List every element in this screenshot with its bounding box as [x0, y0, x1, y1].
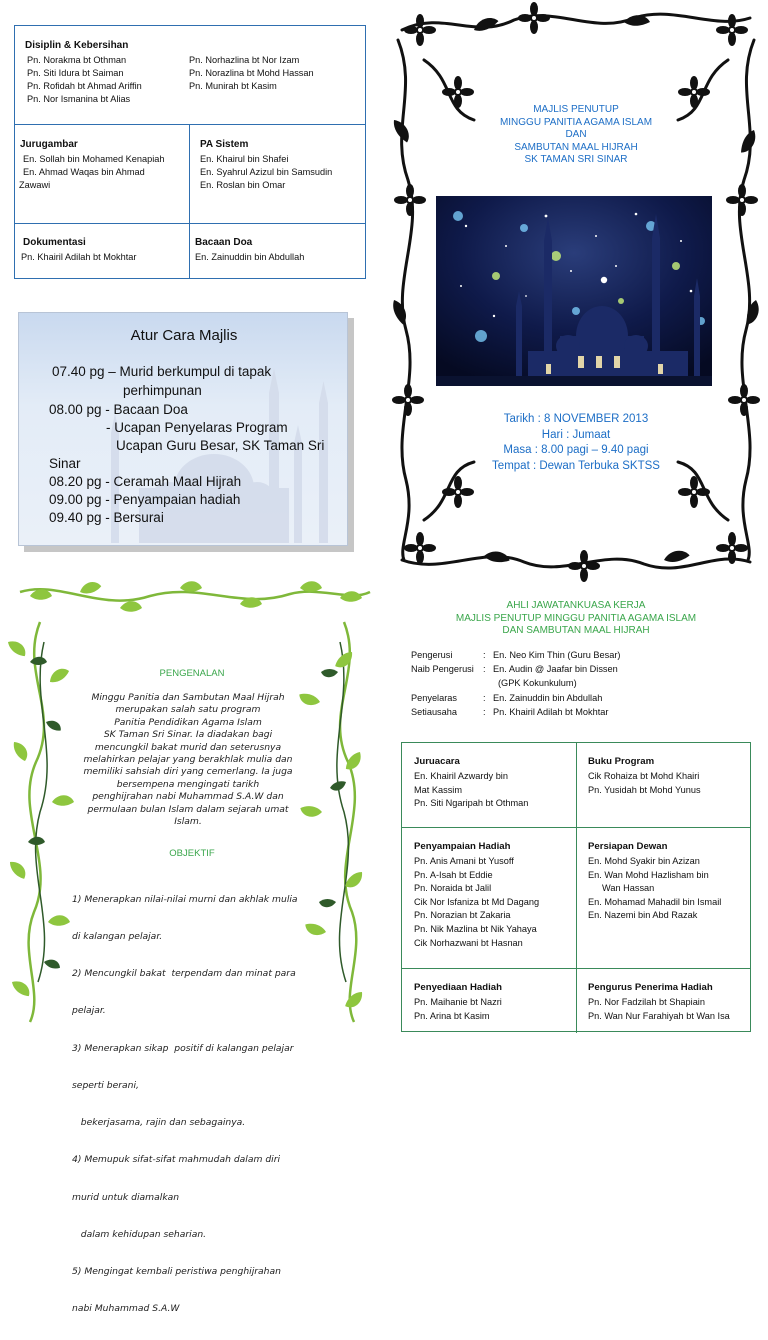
atur-cara-panel: [18, 312, 348, 546]
pa-sistem-title: PA Sistem: [200, 139, 249, 150]
role-name: Pn. Khairil Adilah bt Mokhtar: [493, 706, 609, 717]
bacaan-doa-title: Bacaan Doa: [195, 237, 253, 248]
objektif-line: 3) Menerapkan sikap positif di kalangan pelajar: [72, 1042, 294, 1054]
name-line: En. Wan Mohd Hazlisham bin: [588, 869, 709, 880]
text-line: SK Taman Sri Sinar. Ia diadakan bagi: [103, 729, 273, 741]
heading-line: SK TAMAN SRI SINAR: [524, 154, 628, 165]
name-line: Pn. Arina bt Kasim: [414, 1010, 490, 1021]
disiplin-names-left: [27, 54, 142, 106]
schedule-line: 08.20 pg - Ceramah Maal Hijrah: [49, 474, 242, 489]
detail-venue: Tempat : Dewan Terbuka SKTSS: [492, 459, 660, 472]
text-line: memiliki sahsiah diri yang cemerlang. Ia juga: [83, 766, 293, 778]
schedule-line: 09.40 pg - Bersurai: [49, 510, 164, 525]
jurugambar-names: [19, 153, 165, 192]
name-line: Pn. Wan Nur Farahiyah bt Wan Isa: [588, 1010, 730, 1021]
name-line: Pn. Siti Ngaripah bt Othman: [414, 798, 529, 809]
role-label: Penyelaras: [411, 692, 457, 703]
name-line: Pn. Nik Mazlina bt Nik Yahaya: [414, 923, 537, 934]
heading-line: DAN: [565, 129, 587, 140]
role-label: Setiausaha: [411, 706, 457, 717]
schedule-line: 09.00 pg - Penyampaian hadiah: [49, 492, 241, 507]
name-line: En. Nazemi bin Abd Razak: [588, 910, 698, 921]
detail-date: Tarikh : 8 NOVEMBER 2013: [503, 413, 649, 425]
text-line: Islam.: [174, 816, 202, 828]
event-details: [384, 412, 768, 474]
schedule-line: Ucapan Guru Besar, SK Taman Sri: [116, 438, 325, 453]
role-row: [411, 648, 620, 662]
name-line: En. Mohd Syakir bin Azizan: [588, 856, 700, 866]
role-sep: :: [483, 650, 486, 660]
schedule-line: 07.40 pg – Murid berkumpul di tapak: [52, 364, 272, 379]
role-name: En. Zainuddin bin Abdullah: [493, 692, 603, 703]
pengurus-names: [588, 996, 730, 1023]
name-line: Pn. A-Isah bt Eddie: [414, 869, 493, 880]
objektif-line: di kalangan pelajar.: [72, 931, 163, 943]
objektif-line: dalam kehidupan seharian.: [72, 1228, 207, 1240]
schedule-line: Sinar: [49, 456, 81, 471]
heading-line: SAMBUTAN MAAL HIJRAH: [514, 141, 638, 153]
name-line: Pn. Norazian bt Zakaria: [414, 910, 511, 921]
ajk-title-line: AHLI JAWATANKUASA KERJA: [506, 600, 646, 611]
ajk-roles: [411, 648, 620, 719]
text-line: Panitia Pendidikan Agama Islam: [114, 716, 262, 728]
name-line: Cik Rohaiza bt Mohd Khairi: [588, 771, 700, 781]
juruacara-title: Juruacara: [414, 756, 460, 767]
persiapan-names: [588, 855, 721, 923]
objektif-line: murid untuk diamalkan: [72, 1191, 180, 1203]
name-line: Pn. Norakma bt Othman: [27, 55, 127, 65]
name-line: Pn. Rofidah bt Ahmad Ariffin: [27, 81, 142, 91]
name-line: En. Mohamad Mahadil bin Ismail: [588, 896, 722, 907]
heading-line: MAJLIS PENUTUP: [533, 104, 619, 115]
committee-row-disiplin: [15, 26, 365, 125]
name-line: Pn. Norhazlina bt Nor Izam: [189, 55, 300, 65]
text-line: melahirkan pelajar yang berakhlak mulia dan: [83, 754, 293, 766]
pa-sistem-names: [200, 153, 332, 192]
persiapan-title: Persiapan Dewan: [588, 841, 668, 852]
jurugambar-title: Jurugambar: [20, 139, 78, 150]
role-sep: :: [483, 692, 486, 703]
name-line: En. Khairil Azwardy bin: [414, 771, 508, 781]
role-row: [411, 705, 620, 719]
name-line: Cik Norhazwani bt Hasnan: [414, 937, 523, 948]
penyediaan-names: [414, 996, 502, 1023]
schedule-line: - Ucapan Penyelaras Program: [106, 420, 288, 435]
pengenalan-body: [70, 692, 306, 828]
name-line: Pn. Anis Amani bt Yusoff: [414, 856, 514, 866]
pengenalan-panel: [0, 582, 384, 1315]
ajk-table: [401, 742, 751, 1032]
text-line: bersempena mengingati tarikh: [116, 778, 260, 790]
objektif-line: 4) Memupuk sifat-sifat mahmudah dalam diri: [72, 1154, 281, 1166]
role-sep: :: [483, 664, 486, 675]
name-line: Cik Nor Isfaniza bt Md Dagang: [414, 896, 540, 907]
role-row: [411, 676, 620, 690]
text-line: mencungkil bakat murid dan seterusnya: [94, 741, 282, 753]
penyampaian-names: [414, 855, 539, 950]
role-name: En. Neo Kim Thin (Guru Besar): [493, 650, 621, 660]
disiplin-title: Disiplin & Kebersihan: [25, 40, 129, 51]
disiplin-names-right: [189, 54, 314, 93]
ajk-panel: [384, 582, 768, 1024]
name-line: Pn. Munirah bt Kasim: [189, 81, 277, 91]
objektif-line: seperti berani,: [72, 1079, 139, 1091]
name-line: Pn. Nor Ismanina bt Alias: [27, 94, 131, 104]
role-sep: :: [483, 706, 486, 717]
name-line: Mat Kassim: [414, 784, 462, 795]
committee-row-2: [15, 124, 365, 224]
name-line: En. Sollah bin Mohamed Kenapiah: [23, 154, 165, 164]
name-line: Pn. Noraida bt Jalil: [414, 883, 492, 894]
dokumentasi-name: Pn. Khairil Adilah bt Mokhtar: [21, 252, 137, 262]
name-line: Pn. Yusidah bt Mohd Yunus: [588, 784, 701, 795]
night-mosque-image: [436, 196, 712, 386]
atur-cara-title: Atur Cara Majlis: [130, 327, 238, 344]
column-divider: [576, 743, 577, 1033]
ajk-title-line: DAN SAMBUTAN MAAL HIJRAH: [502, 625, 650, 636]
committee-row-3: [15, 223, 365, 278]
text-line: Minggu Panitia dan Sambutan Maal Hijrah: [91, 692, 285, 703]
ajk-title: [384, 600, 768, 638]
dokumentasi-title: Dokumentasi: [23, 237, 86, 248]
buku-program-names: [588, 770, 701, 797]
objektif-line: 5) Mengingat kembali peristiwa penghijrahan: [72, 1266, 281, 1277]
invitation-heading: [384, 104, 768, 167]
text-line: permulaan bulan Islam dalam sejarah umat: [87, 803, 289, 815]
objektif-title: OBJEKTIF: [169, 848, 215, 859]
detail-day: Hari : Jumaat: [541, 428, 611, 441]
objektif-line: nabi Muhammad S.A.W: [72, 1303, 180, 1315]
role-name: (GPK Kokunkulum): [498, 678, 577, 689]
heading-line: MINGGU PANITIA AGAMA ISLAM: [499, 116, 653, 128]
name-line: Pn. Nor Fadzilah bt Shapiain: [588, 997, 705, 1007]
table-divider: [189, 124, 190, 278]
objektif-line: pelajar.: [72, 1005, 106, 1017]
detail-time: Masa : 8.00 pagi – 9.40 pagi: [503, 444, 649, 456]
juruacara-names: [414, 770, 528, 811]
text-line: penghijrahan nabi Muhammad S.A.W dan: [92, 791, 284, 803]
ajk-title-line: MAJLIS PENUTUP MINGGU PANITIA AGAMA ISLAM: [455, 612, 697, 624]
role-name: En. Audin @ Jaafar bin Dissen: [493, 664, 618, 675]
name-line: Pn. Siti Idura bt Saiman: [27, 68, 124, 78]
objektif-list: [72, 869, 312, 1340]
objektif-line: 1) Menerapkan nilai-nilai murni dan akhlak mulia: [72, 893, 298, 905]
name-line: Pn. Norazlina bt Mohd Hassan: [189, 68, 314, 78]
buku-program-title: Buku Program: [588, 756, 655, 767]
penyediaan-title: Penyediaan Hadiah: [414, 982, 502, 993]
bacaan-doa-name: En. Zainuddin bin Abdullah: [195, 252, 305, 262]
committee-table: [14, 25, 366, 279]
name-line: Zawawi: [19, 180, 51, 190]
role-label: Naib Pengerusi: [411, 664, 474, 675]
name-line: En. Syahrul Azizul bin Samsudin: [200, 167, 333, 177]
text-line: merupakan salah satu program: [115, 704, 261, 716]
name-line: En. Roslan bin Omar: [200, 180, 286, 190]
objektif-line: bekerjasama, rajin dan sebagainya.: [72, 1117, 246, 1129]
schedule-line: perhimpunan: [123, 383, 202, 398]
role-row: [411, 662, 620, 676]
role-row: [411, 691, 620, 705]
pengurus-title: Pengurus Penerima Hadiah: [588, 982, 713, 993]
name-line: Pn. Maihanie bt Nazri: [414, 997, 502, 1007]
penyampaian-title: Penyampaian Hadiah: [414, 841, 511, 852]
invitation-panel: [384, 0, 768, 578]
name-line: En. Ahmad Waqas bin Ahmad: [23, 167, 145, 177]
name-line: Wan Hassan: [602, 883, 655, 894]
name-line: En. Khairul bin Shafei: [200, 154, 289, 164]
role-label: Pengerusi: [411, 650, 453, 660]
pengenalan-title: PENGENALAN: [159, 668, 225, 679]
schedule-line: 08.00 pg - Bacaan Doa: [49, 402, 188, 417]
objektif-line: 2) Mencungkil bakat terpendam dan minat para: [72, 968, 296, 980]
